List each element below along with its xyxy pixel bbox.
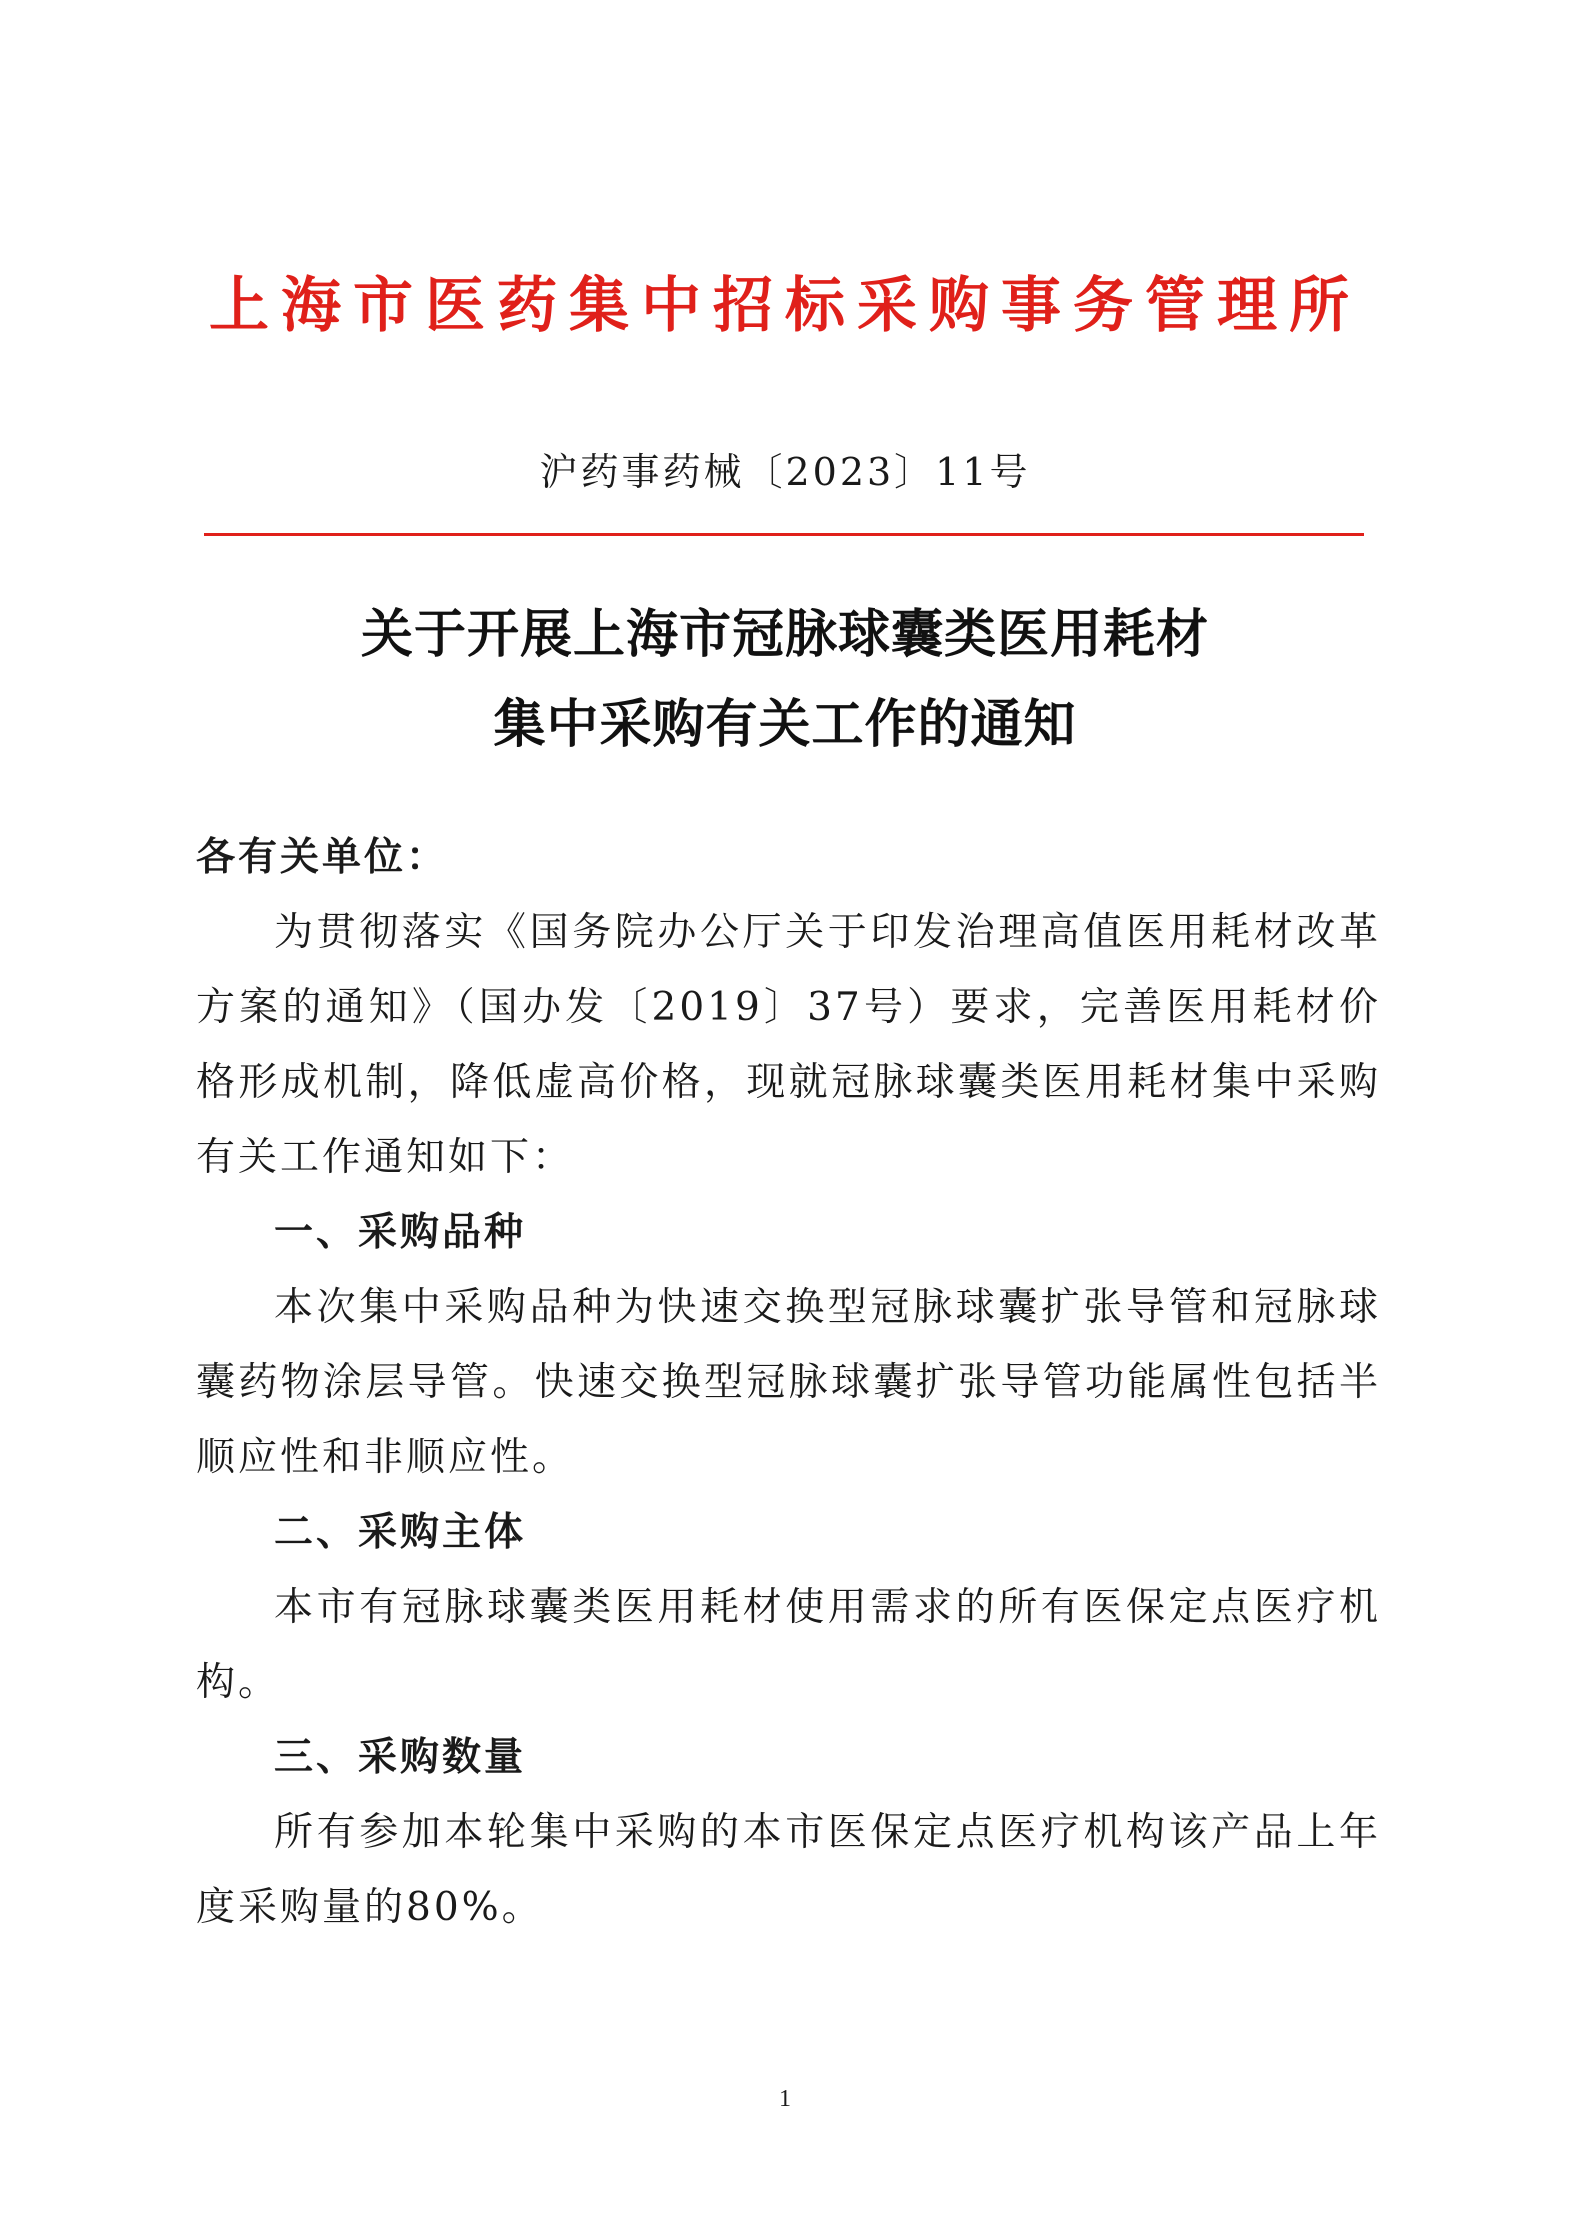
title-line-2: 集中采购有关工作的通知	[493, 695, 1077, 755]
section-heading-2: 二、采购主体	[274, 1510, 527, 1555]
document-body	[196, 820, 1381, 1945]
issuing-agency: 上海市医药集中招标采购事务管理所	[209, 271, 1361, 341]
title-line-1: 关于开展上海市冠脉球囊类医用耗材	[360, 605, 1209, 665]
intro-paragraph: 为贯彻落实《国务院办公厅关于印发治理高值医用耗材改革方案的通知》（国办发〔2019〕37号）要求，完善医用耗材价格形成机制，降低虚高价格，现就冠脉球囊类医用耗材集中采购有关工作通知如下：	[196, 910, 1381, 1180]
section-heading-1: 一、采购品种	[274, 1210, 527, 1255]
salutation: 各有关单位：	[196, 835, 449, 880]
section-text-2: 本市有冠脉球囊类医用耗材使用需求的所有医保定点医疗机构。	[196, 1585, 1381, 1705]
section-text-1: 本次集中采购品种为快速交换型冠脉球囊扩张导管和冠脉球囊药物涂层导管。快速交换型冠脉球囊扩张导管功能属性包括半顺应性和非顺应性。	[196, 1285, 1381, 1480]
page-number: 1	[779, 2086, 791, 2112]
section-heading-3: 三、采购数量	[274, 1735, 527, 1780]
document-number: 沪药事药械〔2023〕11号	[539, 450, 1031, 494]
document-title	[0, 590, 1570, 770]
red-separator-line	[204, 533, 1364, 536]
section-text-3: 所有参加本轮集中采购的本市医保定点医疗机构该产品上年度采购量的80%。	[196, 1810, 1381, 1930]
